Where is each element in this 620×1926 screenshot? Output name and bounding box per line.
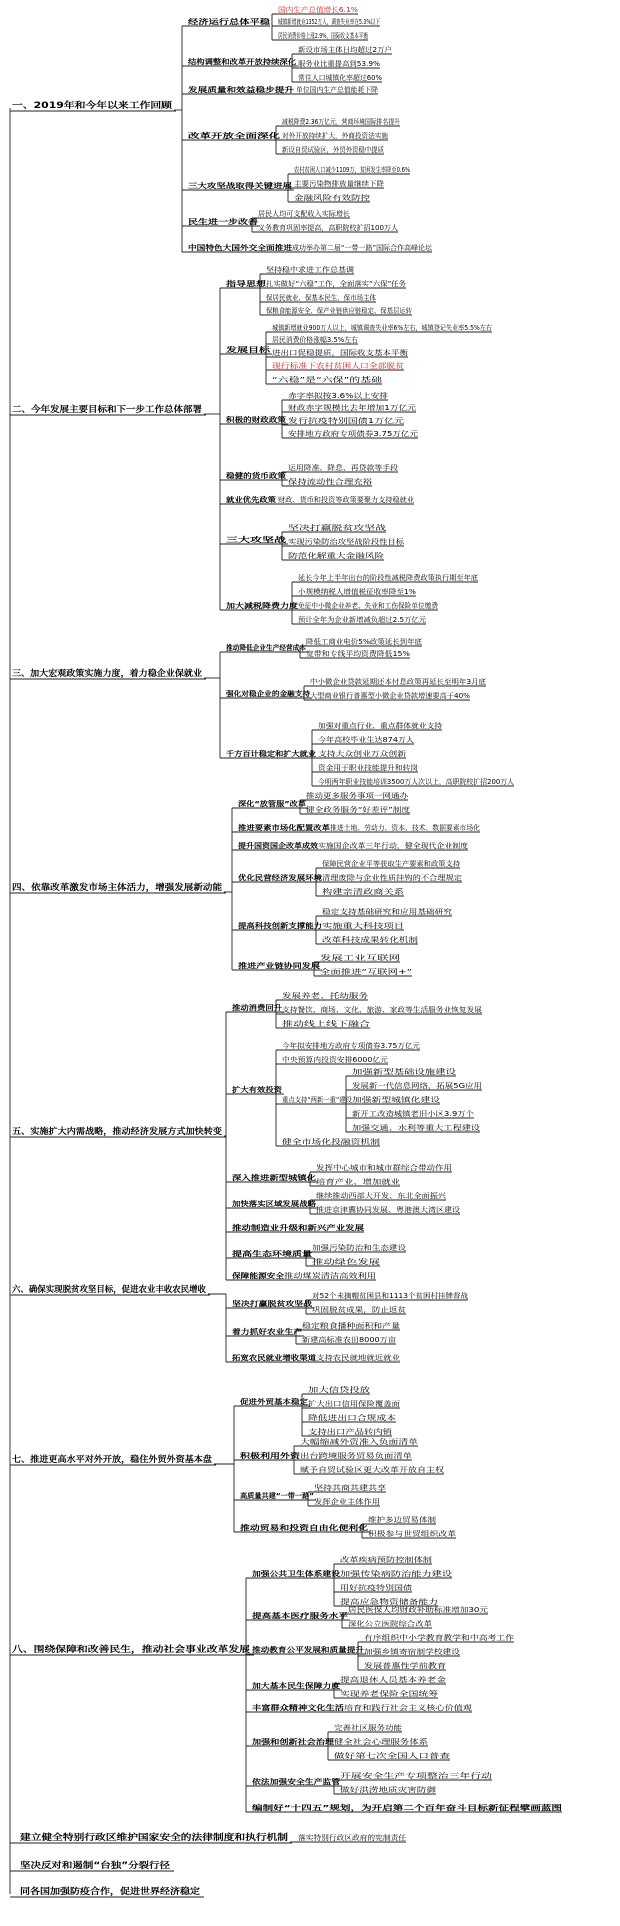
- detail-node: 义务教育巩固率提高，高职院校扩招100万人: [258, 224, 390, 232]
- detail-node: 实现污染防治攻坚战阶段性目标: [288, 538, 381, 546]
- detail-node: 做好第七次全国人口普查: [334, 1752, 407, 1760]
- detail-node: 提高退休人员基本养老金: [340, 1676, 413, 1684]
- detail-node: 培育产业、增加就业: [316, 1178, 376, 1186]
- topic-node: 加大减税降费力度: [226, 602, 282, 610]
- detail-node: 新设自贸试验区，外贸外资稳中提质: [282, 146, 388, 154]
- detail-node: 减税降费2.36万亿元，营商环境国际排名提升: [282, 118, 416, 126]
- section-heading: 六、确保实现脱贫攻坚目标，促进农业丰收农民增收: [12, 1285, 210, 1295]
- detail-node: 国内生产总值增长6.1%: [278, 6, 348, 14]
- detail-node: 开展安全生产专项整治三年行动: [340, 1772, 433, 1780]
- detail-node: 保粮食能源安全、保产业链供应链稳定、保基层运转: [266, 307, 418, 315]
- detail-node: 对外开放持续扩大，外商投资法实施: [282, 132, 388, 140]
- detail-node: 推进土地、劳动力、资本、技术、数据要素市场化: [330, 824, 476, 832]
- detail-node: 降低进出口合规成本: [308, 1414, 368, 1422]
- topic-node: 坚决打赢脱贫攻坚战: [232, 1300, 295, 1308]
- detail-node: 常住人口城镇化率超过60%: [298, 74, 379, 82]
- topic-node: 改革开放全面深化: [188, 132, 244, 140]
- detail-node: 发展工业互联网: [320, 954, 367, 962]
- topic-node: 中国特色大国外交全面推进: [188, 244, 271, 252]
- detail-node: 坚持共商共建共享: [314, 1484, 367, 1492]
- topic-node: 推进要素市场化配置改革: [238, 824, 314, 832]
- detail-node: 财政、货币和投资等政策要聚力支持稳就业: [278, 496, 404, 504]
- topic-node: 推动制造业升级和新兴产业发展: [232, 1224, 329, 1232]
- detail-node: 提高应急物资储备能力: [340, 1598, 406, 1606]
- detail-node: 推动线上线下融合: [282, 1020, 335, 1028]
- topic-node: 促进外贸基本稳定: [240, 1398, 296, 1406]
- topic-node: 千方百计稳定和扩大就业: [226, 750, 302, 758]
- section-heading: 二、今年发展主要目标和下一步工作总体部署: [12, 405, 184, 415]
- detail-node: 对52个未摘帽贫困县和1113个贫困村挂牌督战: [312, 1292, 450, 1300]
- topic-node: 提高基本医疗服务水平: [252, 1612, 321, 1620]
- detail-node: 深化公立医院综合改革: [348, 1620, 414, 1628]
- detail-node: 主要污染物排放量继续下降: [294, 180, 374, 188]
- detail-node: 支持出口产品转内销: [308, 1428, 368, 1436]
- topic-node: 就业优先政策: [226, 496, 268, 504]
- section-heading: 一、2019年和今年以来工作回顾: [12, 101, 140, 111]
- topic-node: 稳健的货币政策: [226, 472, 275, 480]
- detail-node: 实施国企改革三年行动，健全现代企业制度: [318, 842, 444, 850]
- detail-node: 扩大出口信用保险覆盖面: [308, 1400, 381, 1408]
- topic-node: 发展目标: [226, 346, 254, 354]
- detail-node: 发展新一代信息网络，拓展5G应用: [352, 1082, 454, 1090]
- topic-node: 加大基本民生保障力度: [252, 1682, 321, 1690]
- detail-node: 推动煤炭清洁高效利用: [284, 1272, 350, 1280]
- detail-node: 今明两年职业技能培训3500万人次以上，高职院校扩招200万人: [318, 778, 506, 786]
- detail-node: 稳定粮食播种面积和产量: [302, 1322, 375, 1330]
- topic-node: 丰富群众精神文化生活: [252, 1704, 321, 1712]
- detail-node: 扎实做好“六稳”工作，全面落实“六保”任务: [266, 280, 392, 288]
- detail-node: 保持流动性合理充裕: [288, 478, 348, 486]
- detail-node: 发展普惠性学前教育: [364, 1662, 424, 1670]
- topic-node: 指导思想: [226, 280, 254, 288]
- detail-node: 加强新型基础设施建设: [352, 1068, 418, 1076]
- detail-node: 推动更多服务事项一网通办: [306, 792, 386, 800]
- topic-node: 三大攻坚战: [226, 536, 261, 544]
- detail-node: 免征中小微企业养老、失业和工伤保险单位缴费: [298, 602, 437, 610]
- detail-node: 居民消费价格上涨2.9%，国际收支基本平衡: [278, 32, 407, 40]
- topic-node: 扩大有效投资: [232, 1086, 274, 1094]
- detail-node: 支持农民就地就近就业: [316, 1354, 382, 1362]
- topic-node: 发展质量和效益稳步提升: [188, 86, 264, 94]
- detail-node: 加强交通、水利等重大工程建设: [352, 1124, 445, 1132]
- detail-node: 居民医保人均财政补助标准增加30元: [348, 1606, 456, 1614]
- detail-node: 支持大众创业万众创新: [318, 750, 384, 758]
- detail-node: 金融风险有效防控: [294, 194, 347, 202]
- detail-node: 居民人均可支配收入实际增长: [258, 210, 344, 218]
- detail-node: 落实特别行政区政府的宪制责任: [298, 1834, 391, 1842]
- detail-node: 用好抗疫特别国债: [340, 1584, 393, 1592]
- section-heading: 八、围绕保障和改善民生，推动社会事业改革发展: [12, 1645, 202, 1655]
- detail-node: 降低工商业电价5%政策延长到年底: [306, 638, 409, 646]
- detail-node: 今年高校毕业生达874万人: [318, 736, 397, 744]
- section-heading: 三、加大宏观政策实施力度，着力稳企业保就业: [12, 669, 193, 679]
- topic-node: 推动教育公平发展和质量提升: [252, 1646, 342, 1654]
- detail-node: 推进京津冀协同发展、粤港澳大湾区建设: [316, 1206, 435, 1214]
- detail-node: 加强传染病防治能力建设: [340, 1570, 413, 1578]
- detail-node: 农村贫困人口减少1109万，贫困发生率降至0.6%: [294, 166, 440, 174]
- detail-node: 加强新型城镇化建设: [352, 1096, 412, 1104]
- detail-node: 清理废除与企业性质挂钩的不合理规定: [322, 874, 435, 882]
- detail-node: 加强污染防治和生态建设: [312, 1244, 385, 1252]
- topic-node: 提高生态环境质量: [232, 1250, 288, 1258]
- topic-node: 推进产业链协同发展: [238, 962, 301, 970]
- detail-node: 运用降准、降息、再贷款等手段: [288, 464, 381, 472]
- detail-node: 居民消费价格涨幅3.5%左右: [272, 336, 355, 344]
- topic-node: 提高科技创新支撑能力: [238, 922, 307, 930]
- detail-node: 维护多边贸易体制: [368, 1516, 421, 1524]
- detail-node: 资金用于职业技能提升和转岗: [318, 764, 404, 772]
- detail-node: 财政赤字规模比去年增加1万亿元: [288, 404, 385, 412]
- detail-node: 加强对重点行业、重点群体就业支持: [318, 722, 424, 730]
- detail-node: 全面推进“互联网+”: [320, 968, 379, 976]
- detail-node: “六稳”是“六保”的基础: [272, 376, 339, 384]
- detail-node: 赋予自贸试验区更大改革开放自主权: [300, 1466, 406, 1474]
- topic-node: 经济运行总体平稳: [188, 18, 244, 26]
- detail-node: 大型商业银行普惠型小微企业贷款增速要高于40%: [310, 692, 457, 700]
- topic-node: 深入推进新型城镇化: [232, 1174, 295, 1182]
- detail-node: 继续推动西部大开发、东北全面振兴: [316, 1192, 422, 1200]
- topic-node: 拓宽农民就业增收渠道: [232, 1354, 301, 1362]
- topic-node: 依法加强安全生产监管: [252, 1778, 321, 1786]
- detail-node: 做好洪涝地质灾害防御: [340, 1786, 406, 1794]
- detail-node: 稳定支持基础研究和应用基础研究: [322, 908, 421, 916]
- topic-node: 高质量共建“一带一路”: [240, 1492, 312, 1500]
- detail-node: 服务业比重提高到53.9%: [298, 60, 372, 68]
- detail-node: 小规模纳税人增值税征收率降至1%: [298, 588, 401, 596]
- detail-node: 赤字率拟按3.6%以上安排: [288, 392, 365, 400]
- section-heading: 坚决反对和遏制“台独”分裂行径: [20, 1861, 144, 1871]
- detail-node: 支持餐饮、商场、文化、旅游、家政等生活服务业恢复发展: [282, 1006, 454, 1014]
- topic-node: 编制好“十四五”规划，为开启第二个百年奋斗目标新征程擘画蓝图: [252, 1804, 454, 1812]
- topic-node: 加强和创新社会治理: [252, 1738, 315, 1746]
- detail-node: 发挥企业主体作用: [314, 1498, 367, 1506]
- section-heading: 五、实施扩大内需战略，推动经济发展方式加快转变: [12, 1127, 210, 1137]
- detail-node: 今年拟安排地方政府专项债券3.75万亿元: [282, 1042, 403, 1050]
- detail-node: 培育和践行社会主义核心价值观: [344, 1704, 437, 1712]
- detail-node: 坚决打赢脱贫攻坚战: [288, 524, 348, 532]
- topic-node: 民生进一步改善: [188, 218, 237, 226]
- detail-node: 巩固脱贫成果，防止返贫: [312, 1306, 385, 1314]
- detail-node: 新设市场主体日均超过2万户: [298, 46, 382, 54]
- detail-node: 新开工改造城镇老旧小区3.9万个: [352, 1110, 449, 1118]
- section-heading: 四、依靠改革激发市场主体活力，增强发展新动能: [12, 883, 202, 893]
- detail-node: 现行标准下农村贫困人口全部脱贫: [272, 362, 371, 370]
- topic-node: 推动降低企业生产经营成本: [226, 644, 309, 652]
- topic-node: 优化民营经济发展环境: [238, 874, 307, 882]
- detail-node: 城镇新增就业900万人以上，城镇调查失业率6%左右，城镇登记失业率5.5%左右: [272, 324, 510, 332]
- detail-node: 出台跨境服务贸易负面清单: [300, 1452, 380, 1460]
- detail-node: 城镇新增就业1352万人，调查失业率在5.3%以下: [278, 18, 424, 26]
- detail-node: 保障民营企业平等获取生产要素和政策支持: [322, 860, 448, 868]
- detail-node: 加大信贷投放: [308, 1386, 348, 1394]
- section-heading: 七、推进更高水平对外开放，稳住外贸外资基本盘: [12, 1455, 202, 1465]
- detail-node: 构建亲清政商关系: [322, 888, 375, 896]
- detail-node: 实施重大科技项目: [322, 922, 375, 930]
- topic-node: 推动贸易和投资自由化便利化: [240, 1524, 330, 1532]
- detail-node: 发展养老、托幼服务: [282, 992, 342, 1000]
- detail-node: 新建高标准农田8000万亩: [302, 1336, 379, 1344]
- detail-node: 发挥中心城市和城市群综合带动作用: [316, 1164, 422, 1172]
- detail-node: 重点支持“两新一重”建设: [282, 1096, 355, 1104]
- detail-node: 保居民就业、保基本民生、保市场主体: [266, 294, 379, 302]
- topic-node: 推动消费回升: [232, 1004, 274, 1012]
- section-heading: 同各国加强防疫合作，促进世界经济稳定: [20, 1887, 175, 1897]
- topic-node: 积极利用外资: [240, 1452, 282, 1460]
- detail-node: 单位国内生产总值能耗下降: [296, 86, 376, 94]
- detail-node: 预计全年为企业新增减负超过2.5万亿元: [298, 616, 414, 624]
- detail-node: 健全政务服务“好差评”制度: [306, 806, 386, 814]
- detail-node: 坚持稳中求进工作总基调: [266, 266, 339, 274]
- topic-node: 加强公共卫生体系建设: [252, 1570, 321, 1578]
- detail-node: 积极参与世贸组织改革: [368, 1530, 434, 1538]
- detail-node: 改革疾病预防控制体制: [340, 1556, 406, 1564]
- section-heading: 建立健全特别行政区维护国家安全的法律制度和执行机制: [20, 1833, 235, 1843]
- detail-node: 改革科技成果转化机制: [322, 936, 388, 944]
- detail-node: 推动绿色发展: [312, 1258, 352, 1266]
- detail-node: 延长今年上半年出台的阶段性减税降费政策执行期至年底: [298, 574, 463, 582]
- detail-node: 安排地方政府专项债券3.75万亿元: [288, 430, 389, 438]
- detail-node: 完善社区服务功能: [334, 1724, 387, 1732]
- detail-node: 中央预算内投资安排6000亿元: [282, 1056, 372, 1064]
- detail-node: 健全市场化投融资机制: [282, 1138, 348, 1146]
- detail-node: 加强乡镇寄宿制学校建设: [364, 1648, 437, 1656]
- topic-node: 提升国资国企改革成效: [238, 842, 307, 850]
- detail-node: 有序组织中小学教育教学和中高考工作: [364, 1634, 477, 1642]
- detail-node: 进出口促稳提质，国际收支基本平衡: [272, 349, 378, 357]
- topic-node: 深化“放管服”改革: [238, 800, 296, 808]
- topic-node: 着力抓好农业生产: [232, 1328, 288, 1336]
- detail-node: 中小微企业贷款延期还本付息政策再延长至明年3月底: [310, 678, 466, 686]
- topic-node: 保障能源安全: [232, 1272, 274, 1280]
- topic-node: 结构调整和改革开放持续深化: [188, 58, 278, 66]
- detail-node: 大幅缩减外资准入负面清单: [300, 1438, 380, 1446]
- detail-node: 发行抗疫特别国债1万亿元: [288, 417, 365, 425]
- detail-node: 实现养老保险全国统筹: [340, 1690, 406, 1698]
- detail-node: 防范化解重大金融风险: [288, 552, 354, 560]
- detail-node: 宽带和专线平均资费降低15%: [306, 650, 394, 658]
- topic-node: 强化对稳企业的金融支持: [226, 690, 302, 698]
- detail-node: 健全社会心理服务体系: [334, 1738, 400, 1746]
- topic-node: 积极的财政政策: [226, 416, 275, 424]
- topic-node: 三大攻坚战取得关键进展: [188, 182, 264, 190]
- detail-node: 成功举办第二届“一带一路”国际合作高峰论坛: [292, 244, 425, 252]
- topic-node: 加快落实区域发展战略: [232, 1200, 301, 1208]
